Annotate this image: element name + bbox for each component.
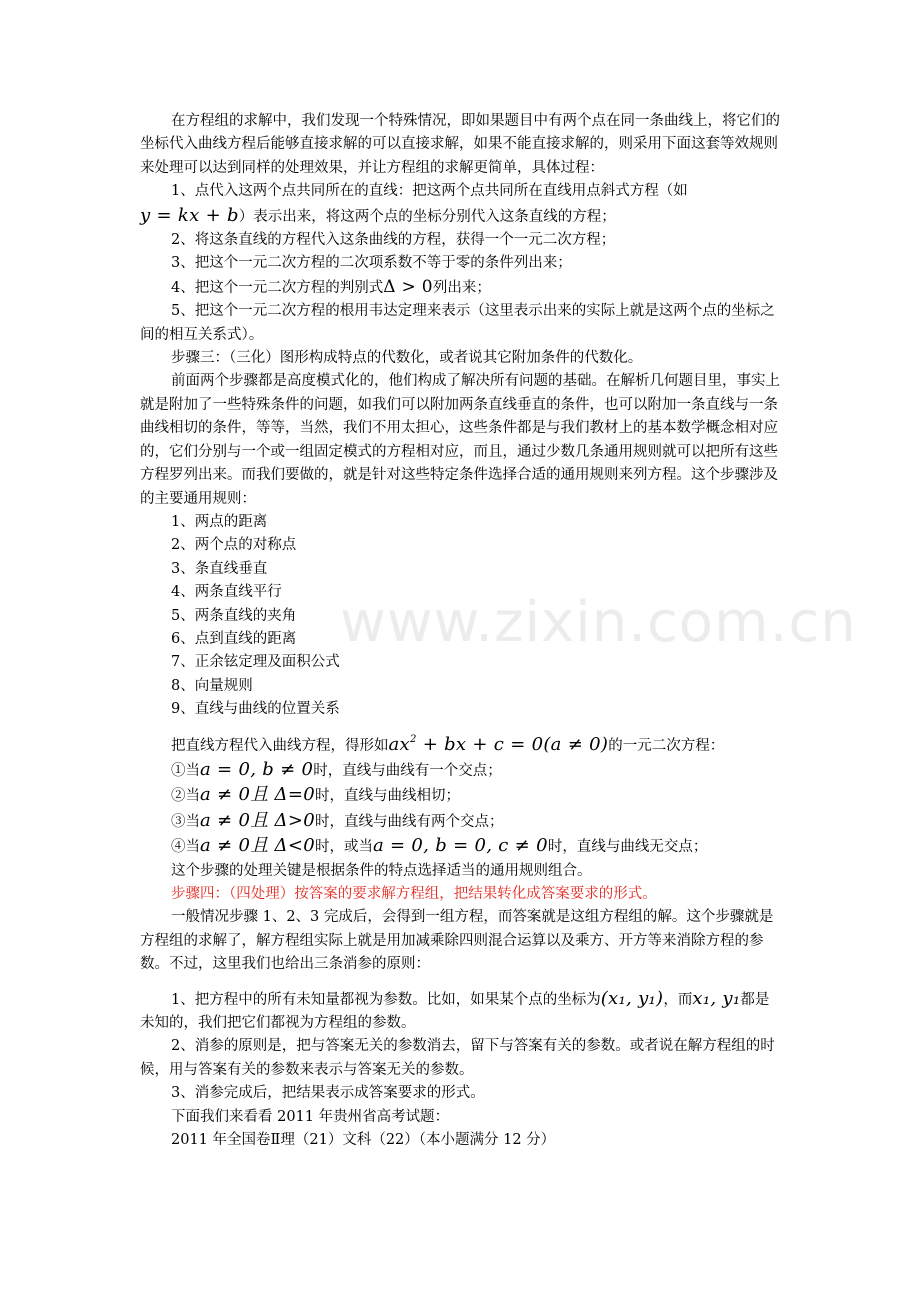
intro-paragraph: 在方程组的求解中，我们发现一个特殊情况，即如果题目中有两个点在同一条曲线上，将它们的坐标代入曲线方程后能够直接求解的可以直接求解，如果不能直接求解的，则采用下面这套等效规则来处理可以达到同样的处理效果，并让方程组的求解更简单，具体过程： bbox=[140, 113, 780, 176]
general-paragraph: 一般情况步骤 1、2、3 完成后，会得到一组方程，而答案就是这组方程组的解。这个步骤就是方程组的求解了，解方程组实际上就是用加减乘除四则混合运算以及乘方、开方等来消除方程的参数。不过，这里我们也给出三条消参的原则： bbox=[140, 909, 774, 973]
quadratic-text-a: 把直线方程代入曲线方程，得形如 bbox=[171, 737, 389, 754]
case-item-2 bbox=[140, 783, 780, 808]
case-formula: a ≠ 0且 Δ<0 bbox=[200, 835, 315, 857]
rule-item: 4、两条直线平行 bbox=[171, 584, 282, 601]
rule-item: 9、直线与曲线的位置关系 bbox=[171, 701, 340, 718]
principle-1-mid: ，而 bbox=[663, 991, 693, 1008]
case-formula: a = 0, b ≠ 0 bbox=[200, 758, 314, 780]
step2-item: 2、将这条直线的方程代入这条曲线的方程，获得一个一元二次方程； bbox=[171, 232, 616, 249]
quadratic-intro bbox=[140, 728, 780, 758]
rule-item: 1、两点的距离 bbox=[171, 513, 268, 530]
rule-item: 6、点到直线的距离 bbox=[171, 630, 297, 647]
next-intro: 下面我们来看看 2011 年贵州省高考试题： bbox=[171, 1108, 450, 1125]
case-suffix: 时，直线与曲线相切； bbox=[314, 788, 460, 805]
quadratic-text-b: 的一元二次方程： bbox=[608, 737, 725, 754]
step1-text-a: 1、点代入这两个点共同所在的直线：把这两个点共同所在直线用点斜式方程（如 bbox=[171, 183, 688, 200]
rule-item: 8、向量规则 bbox=[171, 677, 253, 694]
step4-text-a: 4、把这个一元二次方程的判别式 bbox=[171, 279, 384, 296]
case-suffix: 时，直线与曲线无交点； bbox=[547, 839, 708, 856]
principle-1 bbox=[140, 987, 780, 1036]
case-mid: 时，或当 bbox=[314, 839, 373, 856]
step-three-title: 步骤三：（三化）图形构成特点的代数化，或者说其它附加条件的代数化。 bbox=[171, 350, 643, 367]
line-formula: y = kx + b bbox=[140, 204, 239, 226]
point-coords-formula: (x₁, y₁) bbox=[600, 987, 664, 1009]
case-formula-2: a = 0, b = 0, c ≠ 0 bbox=[372, 835, 548, 857]
step4-item bbox=[140, 276, 780, 300]
principle-3: 3、消参完成后，把结果表示成答案要求的形式。 bbox=[171, 1085, 485, 1102]
case-formula: a ≠ 0且 Δ=0 bbox=[200, 784, 315, 806]
step3-item: 3、把这个一元二次方程的二次项系数不等于零的条件列出来； bbox=[171, 255, 572, 272]
rule-item: 3、条直线垂直 bbox=[171, 560, 268, 577]
step5-item bbox=[140, 300, 780, 347]
principle-2: 2、消参的原则是，把与答案无关的参数消去，留下与答案有关的参数。或者说在解方程组的时候，用与答案有关的参数来表示与答案无关的参数。 bbox=[140, 1038, 775, 1078]
step4-text-b: 列出来； bbox=[432, 279, 491, 296]
document-body bbox=[140, 110, 780, 1152]
quadratic-formula: $ax^2$ + bx + c = 0(a ≠ 0) bbox=[388, 733, 609, 755]
step1-item bbox=[140, 180, 780, 203]
step1-text-b: ）表示出来，将这两个点的坐标分别代入这条直线的方程； bbox=[238, 208, 616, 225]
models-paragraph: 前面两个步骤都是高度模式化的，他们构成了解决所有问题的基础。在解析几何题目里，事实上就是附加了一些特殊条件的问题，如我们可以附加两条直线垂直的条件，也可以附加一条直线与一条曲线相切的条件，等等，当然，我们不用太担心，这些条件都是与我们教材上的基本数学概念相对应的，它们分别与一个或一组固定模式的方程相对应，而且，通过少数几条通用规则就可以把所有这些方程罗列出来。而我们要做的，就是针对这些特定条件选择合适的通用规则来列方程。这个步骤涉及的主要通用规则： bbox=[140, 373, 780, 507]
unknowns-formula: x₁, y₁ bbox=[692, 987, 741, 1009]
step-four-title: 步骤四：（四处理）按答案的要求解方程组，把结果转化成答案要求的形式。 bbox=[171, 886, 657, 902]
case-suffix: 时，直线与曲线有两个交点； bbox=[314, 813, 504, 830]
step1-continued bbox=[140, 204, 780, 229]
discriminant-formula: Δ > 0 bbox=[383, 276, 433, 297]
key-point: 这个步骤的处理关键是根据条件的特点选择适当的通用规则组合。 bbox=[171, 862, 592, 879]
case-prefix: ①当 bbox=[171, 762, 200, 779]
rule-item: 7、正余铉定理及面积公式 bbox=[171, 654, 340, 671]
exam-title: 2011 年全国卷Ⅱ理（21）文科（22）（本小题满分 12 分） bbox=[171, 1132, 556, 1149]
case-item-1 bbox=[140, 758, 780, 783]
case-suffix: 时，直线与曲线有一个交点； bbox=[313, 762, 502, 779]
watermark: www.zixin.com.cn bbox=[340, 590, 857, 655]
rule-item: 5、两条直线的夹角 bbox=[171, 607, 297, 624]
rule-item: 2、两个点的对称点 bbox=[171, 537, 297, 554]
rules-list bbox=[140, 511, 780, 722]
step5-text: 5、把这个一元二次方程的根用韦达定理来表示（这里表示出来的实际上就是这两个点的坐标之间的相互关系式）。 bbox=[140, 303, 775, 343]
case-item-4 bbox=[140, 834, 780, 859]
case-prefix: ②当 bbox=[171, 788, 200, 805]
principle-1-text-b: 都是未知的，我们把它们都视为方程组的参数。 bbox=[140, 991, 770, 1032]
case-formula: a ≠ 0且 Δ>0 bbox=[200, 809, 315, 831]
principle-1-text-a: 1、把方程中的所有未知量都视为参数。比如，如果某个点的坐标为 bbox=[171, 991, 601, 1008]
case-prefix: ③当 bbox=[171, 813, 200, 830]
case-prefix: ④当 bbox=[171, 839, 200, 856]
case-item-3 bbox=[140, 809, 780, 834]
